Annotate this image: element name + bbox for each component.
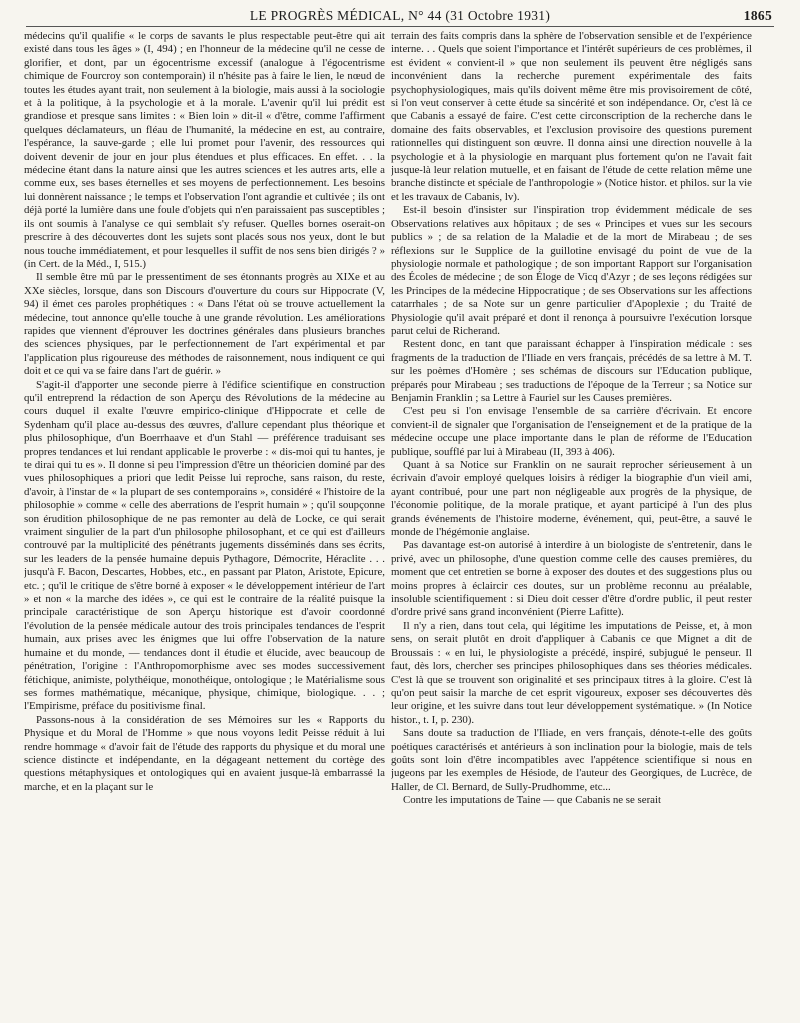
paragraph: Il n'y a rien, dans tout cela, qui légitime les imputations de Peisse, et, à mon sens, on serait plutôt en droit d'appliquer à Cabanis ce que Mignet a dit de Broussais : « en lui, le physiologiste a précédé, inspiré, subjugué le penseur. Il faut, dès lors, chercher ses principes philosophiques dans ses théories médicales. C'est là que se trouvent son originalité et ses principaux titres à la gloire. C'est là qu'on peut saisir la marche de cet esprit vigoureux, exposer ses découvertes dès leur origine, et les suivre dans tout leur développement systématique. » (In Notice histor., t. I, p. 230). [391, 619, 752, 726]
right-column [391, 30, 752, 1015]
paragraph: Est-il besoin d'insister sur l'inspiration trop évidemment médicale de ses Observations relatives aux hôpitaux ; de ses « Principes et vues sur les secours publics » ; de sa relation de la Maladie et de la mort de Mirabeau ; de ses réflexions sur le Supplice de la guillotine envisagé du point de vue de la physiologie normale et pathologique ; de son important Rapport sur l'organisation des Écoles de médecine ; de son Éloge de Vicq d'Azyr ; de ses leçons rédigées sur les Principes de la médecine Hippocratique ; de ses Observations sur les affections catarrhales ; de sa Note sur un genre particulier d'Apoplexie ; du Traité de Physiologie qu'il avait préparé et dont il renonça à poursuivre l'exécution lorsque parut celui de Richerand. [391, 204, 752, 337]
paragraph: Il semble être mû par le pressentiment de ses étonnants progrès au XIXe et au XXe siècles, lorsque, dans son Discours d'ouverture du cours sur Hippocrate (V, 94) il émet ces paroles prophétiques : « Dans l'état où se trouve actuellement la médecine, tout annonce qu'elle touche à une grande révolution. Les améliorations rapides que viennent d'éprouver les doctrines générales dans plusieurs branches des sciences physiques, par le perfectionnement de l'art expérimental et par l'application plus rigoureuse des méthodes de raisonnement, nous indiquent ce qui doit et ce qui va se faire dans l'art de guérir. » [24, 271, 385, 378]
paragraph: médecins qu'il qualifie « le corps de savants le plus respectable peut-être qui ait existé dans tous les âges » (I, 494) ; en l'honneur de la médecine qu'il ne cesse de glorifier, et dont, par un égocentrisme excessif (analogue à l'égocentrisme chimique de Fourcroy son contemporain) il n'hésite pas à faire le lien, le nœud de toutes les études ayant trait, non seulement à la biologie, mais aussi à la sociologie et à la politique, à la psychologie et à la morale. L'avenir qu'il lui prédit est grandiose et presque sans limites : « Bien loin » dit-il « d'être, comme l'affirment quelques déclamateurs, un fléau de l'humanité, la médecine en est, au contraire, l'espérance, la sauve-garde ; elle lui promet pour l'avenir, des ressources qui doivent devenir de jour en jour plus étendues et plus efficaces. En effet. . . la médecine étant dans la nature ainsi que les autres sciences et les autres arts, elle a comme eux, ses bases éternelles et ses moyens de perfectionnement. Les besoins lui donnèrent naissance ; le temps et l'observation l'ont agrandie et cultivée ; ils ont déjà porté la lumière dans une foule d'objets qui n'en paraissaient pas susceptibles ; ils ont soumis à l'analyse ce qui semblait s'y refuser. Quelles bornes oserait-on prescrire à des découvertes dont les sujets sont placés sous nos yeux, dont le but nous touche immédiatement, et pour lesquelles il suffit de nos sens bien dirigés ? » (in Cert. de la Méd., I, 515.) [24, 30, 385, 270]
paragraph: Quant à sa Notice sur Franklin on ne saurait reprocher sérieusement à un écrivain d'avoir employé quelques loisirs à rédiger la biographie d'un vieil ami, ayant contribué, pour une part non négligeable aux progrès de la physique, de l'économie politique, de la morale pratique, et ayant participé à l'un des plus grands événements de l'histoire moderne, événement, qui, peut-être, a sauvé le monde de l'hégémonie anglaise. [391, 459, 752, 539]
journal-title: LE PROGRÈS MÉDICAL, N° 44 (31 Octobre 1931) [249, 8, 551, 23]
left-column [24, 30, 385, 1015]
paragraph: Passons-nous à la considération de ses Mémoires sur les « Rapports du Physique et du Moral de l'Homme » que nous voyons ledit Peisse réduit à lui rendre hommage « d'avoir fait de l'étude des rapports du physique et du moral une science distincte et indépendante, en la dégageant nettement du cortège des questions métaphysiques et ontologiques qui en avaient jusque-là embarrassé la marche, et en la plaçant sur le [24, 713, 385, 793]
paragraph: Sans doute sa traduction de l'Iliade, en vers français, dénote-t-elle des goûts poétiques caractérisés et antérieurs à son inclination pour la biologie, mais de tels goûts sont loin d'être incompatibles avec l'appétence scientifique si nous en jugeons par les exemples de Hésiode, de l'auteur des Georgiques, de Lucrèce, de Haller, de Cl. Bernard, de Sully-Prudhomme, etc... [391, 727, 752, 793]
paragraph: Pas davantage est-on autorisé à interdire à un biologiste de s'entretenir, dans le privé, avec un philosophe, d'une question comme celle des causes premières, du moment que cet entretien se borne à exposer des doutes et des suggestions plus ou moins propres à éclaircir ces doutes, sur un problème reconnu au préalable, insoluble scientifiquement : si Dieu doit cesser d'être d'ordre public, il peut rester d'ordre privé sans grand inconvénient (Pierre Lafitte). [391, 539, 752, 619]
paragraph: Contre les imputations de Taine — que Cabanis ne se serait [403, 794, 662, 807]
paragraph: terrain des faits compris dans la sphère de l'observation sensible et de l'expérience interne. . . Quels que soient l'importance et l'intérêt supérieurs de ces problèmes, il est évident « convient-il » que non seulement ils peuvent être négligés sans inconvénient dans la recherche purement expérimentale des faits psychophysiologiques, mais qu'ils doivent même être mis provisoirement de côté, si l'on veut conserver à cette étude sa sincérité et son indépendance. Or, c'est là ce que Cabanis a essayé de faire. C'est cette circonscription de la recherche dans le domaine des faits observables, et l'exclusion provisoire des questions purement rationnelles qui distinguent son œuvre. Il donna ainsi une direction nouvelle à la psychologie et à la physiologie en marquant plus fortement qu'on ne l'avait fait jusque-là leur relation mutuelle, et en faisant de l'étude de cette relation même une branche distincte et spéciale de l'anthropologie » (Notice histor. et philos. sur la vie et les travaux de Cabanis, lv). [391, 30, 752, 203]
page-number: 1865 [743, 8, 772, 23]
paragraph: S'agit-il d'apporter une seconde pierre à l'édifice scientifique en construction qu'il entreprend la rédaction de son Aperçu des Révolutions de la médecine au cours duquel il exalte l'œuvre empirico-clinique d'Hippocrate et celle de Sydenham qu'il place au-dessus des œuvres, d'allure cependant plus théorique et plus philosophique, d'un Boerrhaave et d'un Stahl — préférence traduisant ses propres tendances et lui rendant applicable le proverbe : « dis-moi qui tu hantes, je te dirai qui tu es ». Il donne si peu l'impression d'être un théoricien dominé par des vues philosophiques a priori que ledit Peisse lui reproche, sans raison, du reste, d'avoir, à l'instar de « la plupart de ses contemporains », considéré « l'histoire de la philosophie » comme « celle des aberrations de l'esprit humain » ; qu'il soupçonne son érudition philosophique de ne pas remonter au delà de Locke, ce qui serait vraiment singulier de la part d'un philosophe philosophant, et ce qui est d'ailleurs controuvé par la multiplicité des pénétrants jugements disséminés dans ses écrits, sur les leaders de la pensée humaine depuis Pythagore, Démocrite, Héraclite . . . jusqu'à F. Bacon, Descartes, Hobbes, etc., en passant par Platon, Aristote, Epicure, etc. ; qu'il le critique de s'être borné à exposer « le développement intérieur de l'art » et non « la marche des idées », ce qui est le contraire de la réalité puisque la principale caractéristique de son Aperçu historique est d'avoir coordonné l'évolution de la pensée médicale autour des trois principales tendances de l'esprit humain, aux prises avec les énigmes que lui offre l'observation de la nature humaine et du monde, — tendances dont il étudie et élucide, avec beaucoup de pénétration, l'origine : l'Anthropomorphisme avec ses modes successivement fétichique, animiste, polythéique, monothéique, ontologique ; le Matérialisme sous ses formes mathématique, mécanique, physique, chimique, biologique. . . ; l'Empirisme, préface du positivisme final. [24, 378, 385, 713]
paragraph: Restent donc, en tant que paraissant échapper à l'inspiration médicale : ses fragments de la traduction de l'Iliade en vers français, précédés de sa lettre à M. T. sur les poèmes d'Homère ; ses schémas de discours sur l'Education publique, préparés pour Mirabeau ; ses traductions de l'époque de la Terreur ; sa Notice sur Benjamin Franklin ; sa Lettre à Fauriel sur les Causes premières. [391, 338, 752, 404]
paragraph: C'est peu si l'on envisage l'ensemble de sa carrière d'écrivain. Et encore convient-il de signaler que l'organisation de l'enseignement et de la pratique de la médecine occupe une place importante dans le plan de réforme de l'Education publique, soufflé par lui à Mirabeau (II, 393 à 406). [391, 405, 752, 458]
running-header [26, 4, 774, 27]
